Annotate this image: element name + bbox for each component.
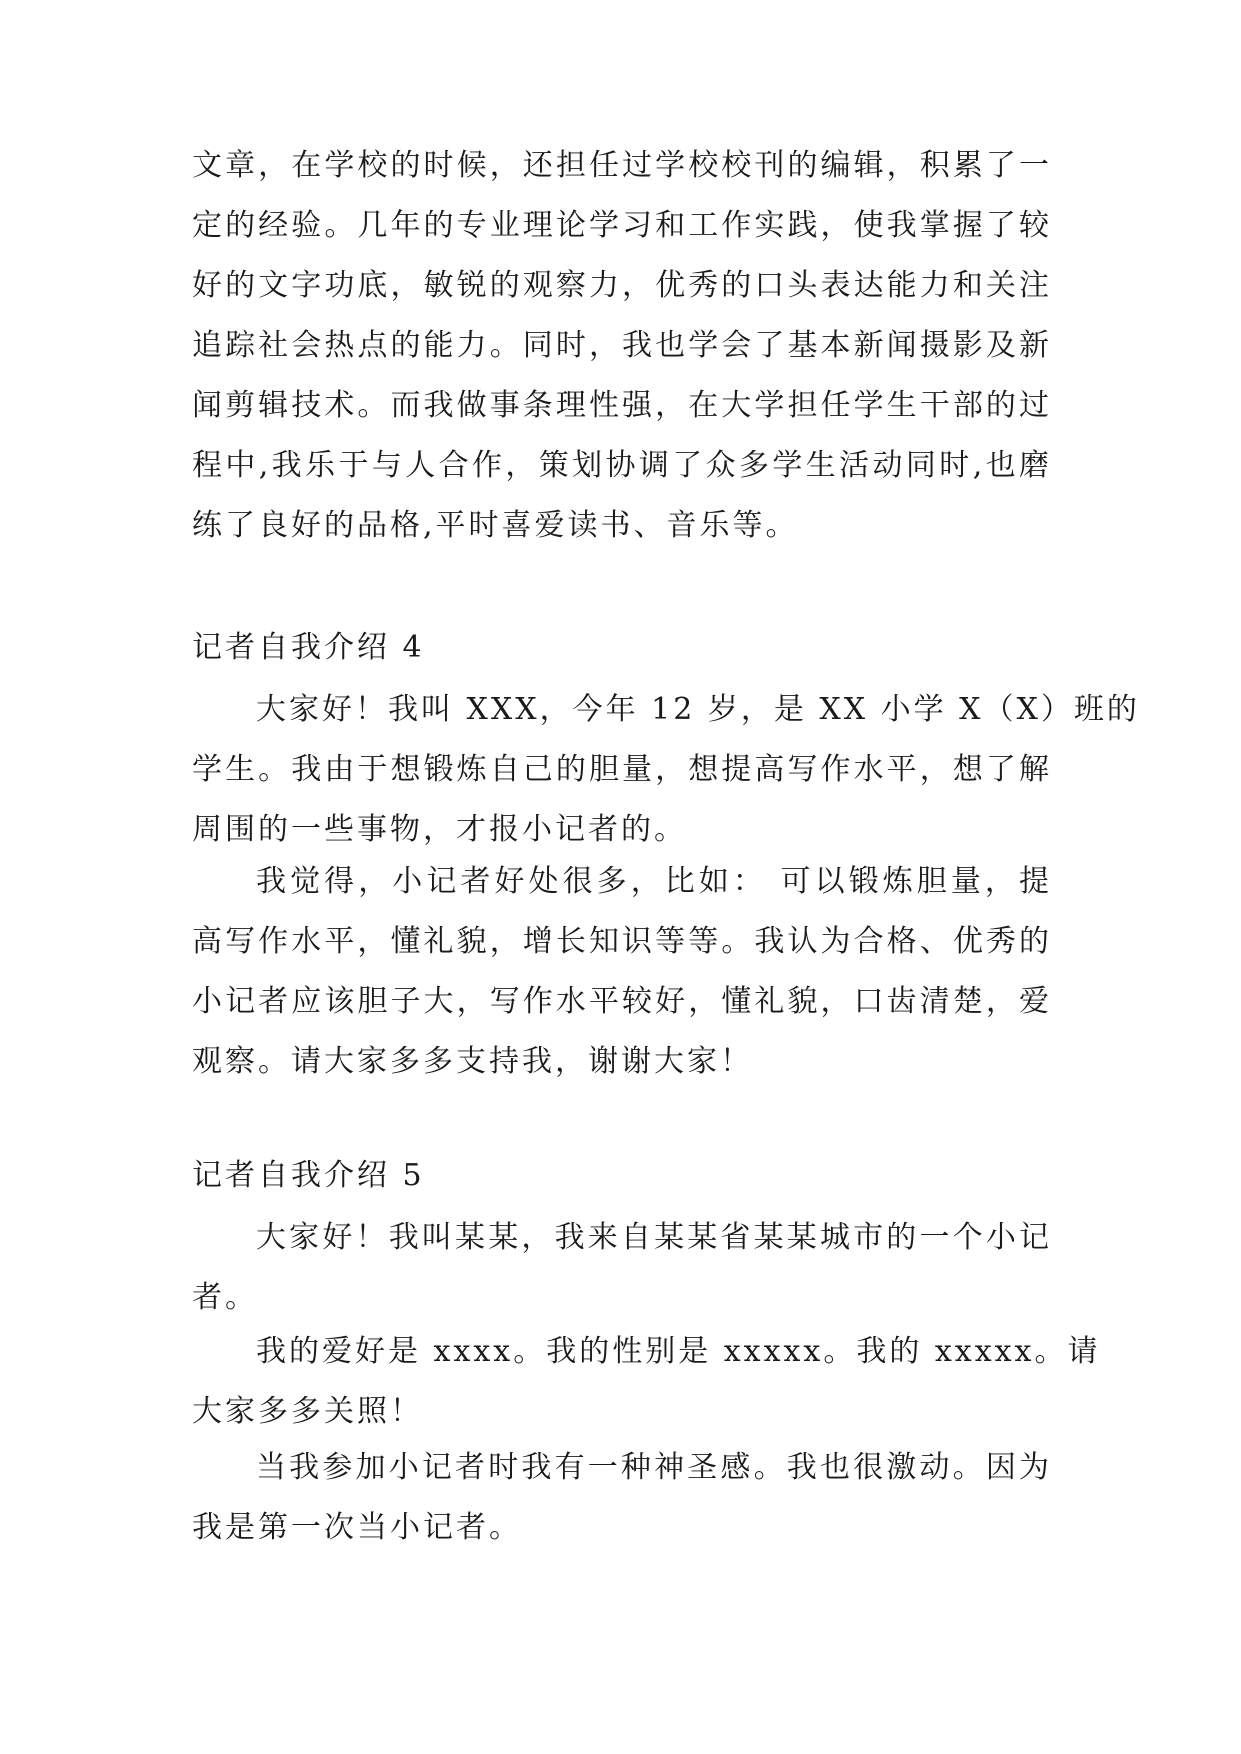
paragraph-line: 我的爱好是 xxxx。我的性别是 xxxxx。我的 xxxxx。请	[256, 1334, 1101, 1369]
paragraph-line: 高写作水平，懂礼貌，增长知识等等。我认为合格、优秀的	[192, 924, 1052, 959]
paragraph-line: 大家多多关照！	[192, 1394, 423, 1429]
section-4-paragraph-2	[192, 852, 1052, 1092]
intro-line: 追踪社会热点的能力。同时，我也学会了基本新闻摄影及新	[192, 328, 1052, 363]
paragraph-line: 学生。我由于想锻炼自己的胆量，想提高写作水平，想了解	[192, 752, 1052, 787]
paragraph-line: 我觉得，小记者好处很多，比如： 可以锻炼胆量，提	[256, 864, 1052, 899]
paragraph-line: 观察。请大家多多支持我，谢谢大家！	[192, 1044, 753, 1079]
intro-line: 程中,我乐于与人合作，策划协调了众多学生活动同时,也磨	[192, 448, 1052, 483]
paragraph-line: 大家好！我叫 XXX，今年 12 岁，是 XX 小学 X（X）班的	[256, 692, 1140, 727]
paragraph-line: 者。	[192, 1280, 258, 1315]
paragraph-line: 小记者应该胆子大，写作水平较好，懂礼貌，口齿清楚，爱	[192, 984, 1052, 1019]
intro-line: 好的文字功底，敏锐的观察力，优秀的口头表达能力和关注	[192, 268, 1052, 303]
intro-line: 文章，在学校的时候，还担任过学校校刊的编辑，积累了一	[192, 148, 1052, 183]
intro-line: 闻剪辑技术。而我做事条理性强，在大学担任学生干部的过	[192, 388, 1052, 423]
intro-paragraph	[192, 136, 1052, 556]
paragraph-line: 周围的一些事物，才报小记者的。	[192, 812, 687, 847]
paragraph-line: 当我参加小记者时我有一种神圣感。我也很激动。因为	[256, 1450, 1052, 1485]
section-5-paragraph-1	[192, 1208, 1052, 1328]
paragraph-line: 我是第一次当小记者。	[192, 1510, 522, 1545]
section-5-paragraph-2	[192, 1322, 1101, 1442]
section-5-paragraph-3	[192, 1438, 1052, 1558]
section-5-heading: 记者自我介绍 5	[192, 1158, 425, 1193]
section-4-heading: 记者自我介绍 4	[192, 630, 425, 665]
section-4-paragraph-1	[192, 680, 1140, 860]
paragraph-line: 大家好！我叫某某，我来自某某省某某城市的一个小记	[256, 1220, 1052, 1255]
intro-line: 定的经验。几年的专业理论学习和工作实践，使我掌握了较	[192, 208, 1052, 243]
intro-line: 练了良好的品格,平时喜爱读书、音乐等。	[192, 508, 799, 543]
